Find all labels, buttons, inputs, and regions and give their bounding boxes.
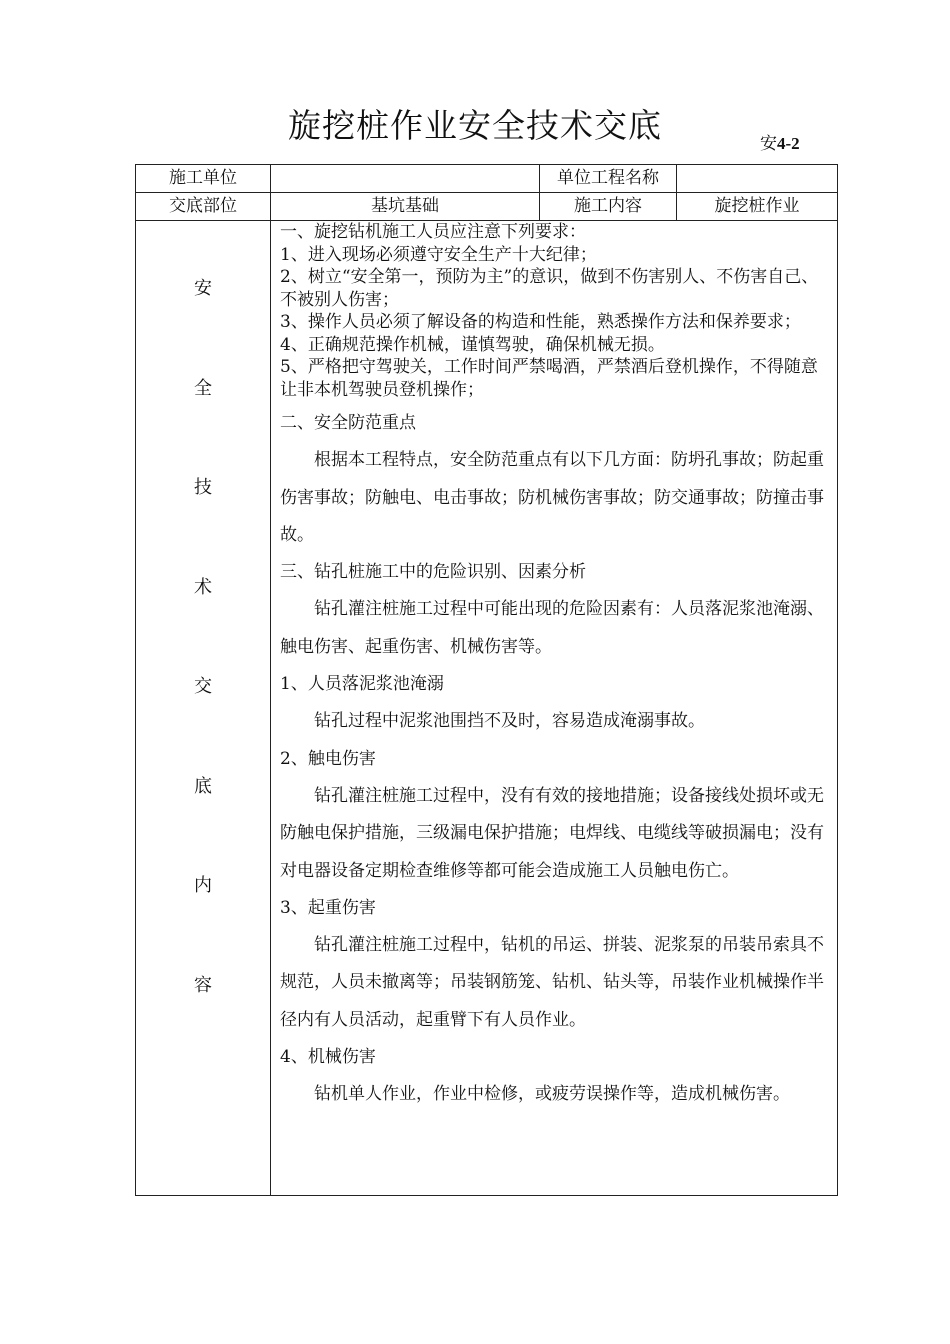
form-number	[760, 133, 800, 155]
side-label-char: 交	[194, 676, 212, 697]
form-number-value: 4-2	[777, 134, 800, 153]
side-label-cell	[136, 221, 271, 1196]
side-label-char: 技	[194, 477, 212, 498]
content-row	[136, 221, 838, 1196]
disclosure-table	[135, 164, 838, 1196]
construction-unit-label: 施工单位	[136, 165, 271, 193]
hazard-analysis-section	[280, 405, 829, 1114]
body-paragraph: 根据本工程特点，安全防范重点有以下几方面：防坍孔事故；防起重伤害事故；防触电、电击事故；防机械伤害事故；防交通事故；防撞击事故。	[280, 450, 824, 545]
requirement-line: 4、正确规范操作机械，谨慎驾驶，确保机械无损。	[280, 334, 665, 355]
requirement-line: 5、严格把守驾驶关，工作时间严禁喝酒，严禁酒后登机操作，不得随意让非本机驾驶员登机操作；	[280, 357, 818, 400]
project-name-value	[677, 165, 838, 193]
body-paragraph: 钻机单人作业，作业中检修，或疲劳误操作等，造成机械伤害。	[314, 1084, 790, 1105]
project-name-label: 单位工程名称	[540, 165, 677, 193]
construction-content-value: 旋挖桩作业	[677, 193, 838, 221]
section-heading: 2、触电伤害	[280, 748, 376, 769]
section-heading: 二、安全防范重点	[280, 413, 416, 433]
body-paragraph: 钻孔灌注桩施工过程中，钻机的吊运、拼装、泥浆泵的吊装吊索具不规范，人员未撤离等；吊装钢筋笼、钻机、钻头等，吊装作业机械操作半径内有人员活动，起重臂下有人员作业。	[280, 935, 824, 1030]
body-paragraph: 钻孔灌注桩施工过程中，没有有效的接地措施；设备接线处损坏或无防触电保护措施，三级漏电保护措施；电焊线、电缆线等破损漏电；没有对电器设备定期检查维修等都可能会造成施工人员触电伤亡。	[280, 785, 824, 881]
side-label-char: 全	[194, 377, 212, 399]
side-label-char: 底	[194, 775, 212, 797]
requirement-line: 一、旋挖钻机施工人员应注意下列要求：	[280, 222, 586, 242]
side-label-char: 容	[194, 974, 212, 996]
section-heading: 三、钻孔桩施工中的危险识别、因素分析	[280, 562, 586, 583]
side-label-char: 内	[194, 875, 212, 896]
requirement-line: 2、树立“安全第一，预防为主”的意识，做到不伤害别人、不伤害自己、不被别人伤害；	[280, 267, 819, 310]
document-title: 旋挖桩作业安全技术交底	[288, 106, 662, 145]
section-heading: 1、人员落泥浆池淹溺	[280, 674, 444, 695]
requirements-section	[280, 221, 829, 401]
requirement-line: 3、操作人员必须了解设备的构造和性能，熟悉操作方法和保养要求；	[280, 312, 801, 332]
body-paragraph: 钻孔灌注桩施工过程中可能出现的危险因素有：人员落泥浆池淹溺、触电伤害、起重伤害、机械伤害等。	[280, 599, 824, 657]
header-row-1	[136, 165, 838, 193]
content-cell	[271, 221, 838, 1196]
header-row-2	[136, 193, 838, 221]
body-paragraph: 钻孔过程中泥浆池围挡不及时，容易造成淹溺事故。	[314, 711, 705, 732]
side-label-char: 术	[194, 576, 212, 598]
side-label-char: 安	[194, 278, 212, 299]
disclosure-part-value: 基坑基础	[271, 193, 540, 221]
construction-unit-value	[271, 165, 540, 193]
side-label-column	[136, 221, 270, 1073]
section-heading: 4、机械伤害	[280, 1047, 376, 1068]
form-number-prefix: 安	[760, 134, 777, 154]
disclosure-part-label: 交底部位	[136, 193, 271, 221]
requirement-line: 1、进入现场必须遵守安全生产十大纪律；	[280, 244, 597, 265]
construction-content-label: 施工内容	[540, 193, 677, 221]
section-heading: 3、起重伤害	[280, 897, 376, 918]
